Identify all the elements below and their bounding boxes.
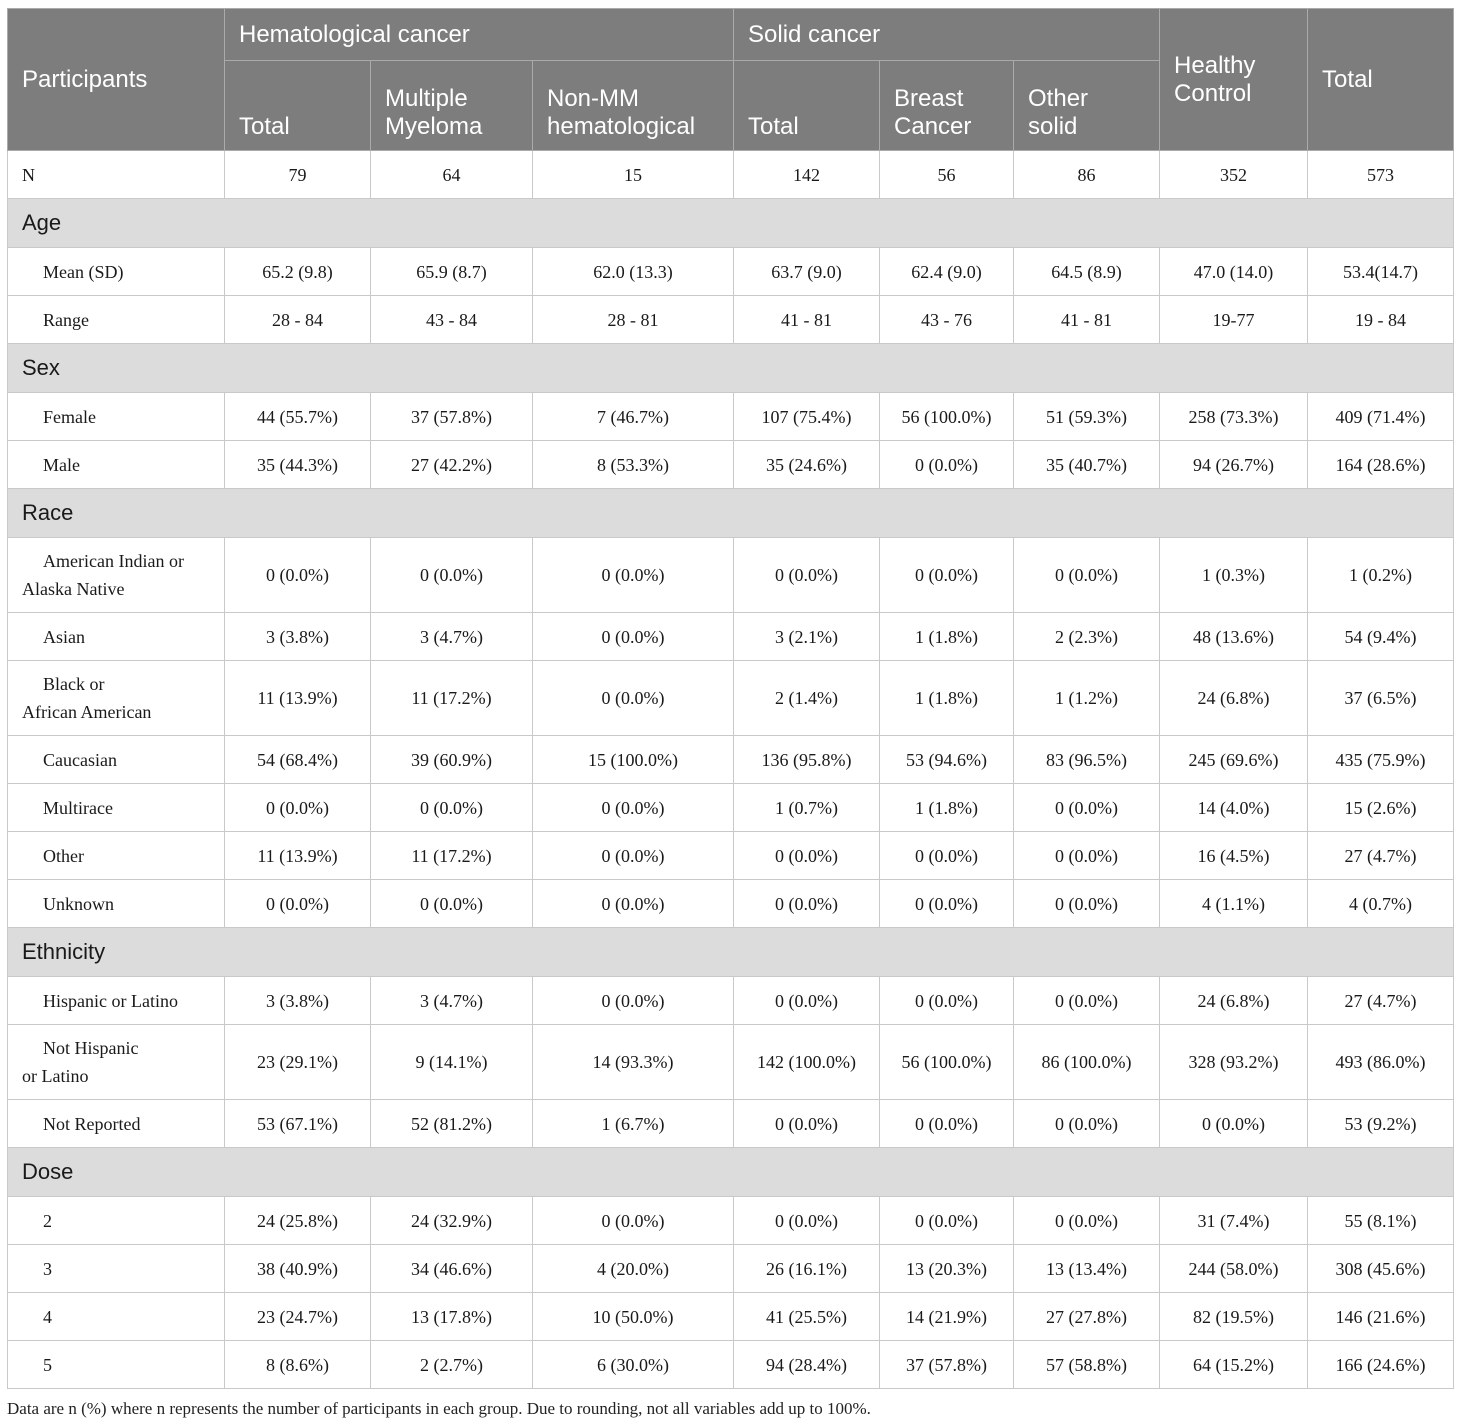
cell: 34 (46.6%) (371, 1245, 533, 1293)
cell: 37 (6.5%) (1308, 661, 1454, 736)
section-header-row (8, 928, 1454, 977)
cell: 4 (20.0%) (533, 1245, 734, 1293)
table-row (8, 1341, 1454, 1389)
participants-table-wrapper (7, 8, 1453, 1389)
row-label: Not Reported (8, 1100, 225, 1148)
cell: 56 (100.0%) (880, 393, 1014, 441)
row-label (8, 538, 225, 613)
cell: 1 (1.2%) (1014, 661, 1160, 736)
header-healthy-control-text: Healthy Control (1174, 51, 1256, 107)
section-header-row (8, 489, 1454, 538)
row-label (8, 1025, 225, 1100)
cell: 41 - 81 (1014, 296, 1160, 344)
header-breast-cancer (880, 61, 1014, 151)
cell: 52 (81.2%) (371, 1100, 533, 1148)
cell: 0 (0.0%) (1014, 1197, 1160, 1245)
cell: 0 (0.0%) (533, 832, 734, 880)
cell: 0 (0.0%) (734, 832, 880, 880)
cell: 94 (26.7%) (1160, 441, 1308, 489)
cell: 54 (68.4%) (225, 736, 371, 784)
cell: 27 (4.7%) (1308, 832, 1454, 880)
cell: 0 (0.0%) (734, 977, 880, 1025)
cell: 0 (0.0%) (225, 538, 371, 613)
row-label (8, 661, 225, 736)
header-healthy-control (1160, 9, 1308, 151)
cell: 53 (9.2%) (1308, 1100, 1454, 1148)
cell: 37 (57.8%) (371, 393, 533, 441)
row-label: Asian (8, 613, 225, 661)
cell: 142 (734, 151, 880, 199)
cell: 53 (94.6%) (880, 736, 1014, 784)
table-row (8, 393, 1454, 441)
table-row (8, 736, 1454, 784)
row-label-line2: or Latino (22, 1066, 89, 1086)
row-label-line2: African American (22, 702, 152, 722)
cell: 83 (96.5%) (1014, 736, 1160, 784)
section-header-row (8, 344, 1454, 393)
cell: 0 (0.0%) (734, 1100, 880, 1148)
table-row (8, 977, 1454, 1025)
cell: 19 - 84 (1308, 296, 1454, 344)
cell: 1 (0.3%) (1160, 538, 1308, 613)
cell: 1 (1.8%) (880, 661, 1014, 736)
cell: 8 (8.6%) (225, 1341, 371, 1389)
table-row (8, 441, 1454, 489)
row-label-line1: Not Hispanic (43, 1038, 139, 1058)
table-row (8, 1245, 1454, 1293)
cell: 4 (0.7%) (1308, 880, 1454, 928)
table-row (8, 1293, 1454, 1341)
cell: 27 (42.2%) (371, 441, 533, 489)
cell: 15 (533, 151, 734, 199)
cell: 38 (40.9%) (225, 1245, 371, 1293)
cell: 0 (0.0%) (880, 832, 1014, 880)
header-solid-total: Total (734, 61, 880, 151)
cell: 57 (58.8%) (1014, 1341, 1160, 1389)
header-total: Total (1308, 9, 1454, 151)
cell: 0 (0.0%) (1014, 880, 1160, 928)
cell: 63.7 (9.0) (734, 248, 880, 296)
table-row (8, 1100, 1454, 1148)
cell: 3 (3.8%) (225, 613, 371, 661)
row-label: Unknown (8, 880, 225, 928)
cell: 2 (2.3%) (1014, 613, 1160, 661)
cell: 43 - 76 (880, 296, 1014, 344)
row-label-line1: American Indian or (43, 551, 184, 571)
section-title: Age (8, 199, 1454, 248)
row-label: 2 (8, 1197, 225, 1245)
cell: 15 (100.0%) (533, 736, 734, 784)
cell: 0 (0.0%) (371, 784, 533, 832)
table-row (8, 661, 1454, 736)
cell: 166 (24.6%) (1308, 1341, 1454, 1389)
cell: 0 (0.0%) (880, 1197, 1014, 1245)
cell: 37 (57.8%) (880, 1341, 1014, 1389)
cell: 28 - 81 (533, 296, 734, 344)
header-non-mm-text: Non-MM hematological (547, 85, 696, 140)
cell: 28 - 84 (225, 296, 371, 344)
cell: 64.5 (8.9) (1014, 248, 1160, 296)
cell: 15 (2.6%) (1308, 784, 1454, 832)
cell: 107 (75.4%) (734, 393, 880, 441)
cell: 0 (0.0%) (1014, 784, 1160, 832)
cell: 55 (8.1%) (1308, 1197, 1454, 1245)
cell: 8 (53.3%) (533, 441, 734, 489)
cell: 65.9 (8.7) (371, 248, 533, 296)
cell: 6 (30.0%) (533, 1341, 734, 1389)
header-other-solid (1014, 61, 1160, 151)
cell: 31 (7.4%) (1160, 1197, 1308, 1245)
cell: 164 (28.6%) (1308, 441, 1454, 489)
cell: 0 (0.0%) (1014, 832, 1160, 880)
cell: 27 (27.8%) (1014, 1293, 1160, 1341)
cell: 0 (0.0%) (1014, 538, 1160, 613)
cell: 24 (6.8%) (1160, 977, 1308, 1025)
cell: 1 (0.7%) (734, 784, 880, 832)
cell: 1 (1.8%) (880, 784, 1014, 832)
cell: 11 (13.9%) (225, 832, 371, 880)
cell: 0 (0.0%) (371, 880, 533, 928)
cell: 352 (1160, 151, 1308, 199)
cell: 41 - 81 (734, 296, 880, 344)
cell: 35 (44.3%) (225, 441, 371, 489)
row-label: 3 (8, 1245, 225, 1293)
table-row (8, 784, 1454, 832)
table-row (8, 832, 1454, 880)
cell: 0 (0.0%) (533, 1197, 734, 1245)
cell: 0 (0.0%) (533, 784, 734, 832)
cell: 3 (2.1%) (734, 613, 880, 661)
cell: 3 (4.7%) (371, 613, 533, 661)
table-row (8, 1197, 1454, 1245)
cell: 0 (0.0%) (1160, 1100, 1308, 1148)
cell: 0 (0.0%) (225, 784, 371, 832)
cell: 94 (28.4%) (734, 1341, 880, 1389)
cell: 86 (1014, 151, 1160, 199)
cell: 39 (60.9%) (371, 736, 533, 784)
cell: 7 (46.7%) (533, 393, 734, 441)
cell: 13 (13.4%) (1014, 1245, 1160, 1293)
row-label: Male (8, 441, 225, 489)
row-label: Female (8, 393, 225, 441)
header-non-mm (533, 61, 734, 151)
cell: 54 (9.4%) (1308, 613, 1454, 661)
cell: 0 (0.0%) (225, 880, 371, 928)
cell: 0 (0.0%) (880, 441, 1014, 489)
cell: 51 (59.3%) (1014, 393, 1160, 441)
cell: 0 (0.0%) (880, 1100, 1014, 1148)
section-header-row (8, 1148, 1454, 1197)
cell: 2 (2.7%) (371, 1341, 533, 1389)
cell: 26 (16.1%) (734, 1245, 880, 1293)
cell: 0 (0.0%) (533, 977, 734, 1025)
cell: 65.2 (9.8) (225, 248, 371, 296)
table-row (8, 538, 1454, 613)
cell: 79 (225, 151, 371, 199)
cell: 1 (0.2%) (1308, 538, 1454, 613)
cell: 9 (14.1%) (371, 1025, 533, 1100)
cell: 14 (93.3%) (533, 1025, 734, 1100)
cell: 1 (1.8%) (880, 613, 1014, 661)
header-other-solid-text: Other solid (1028, 85, 1089, 140)
cell: 23 (24.7%) (225, 1293, 371, 1341)
cell: 146 (21.6%) (1308, 1293, 1454, 1341)
row-label: Range (8, 296, 225, 344)
section-header-row (8, 199, 1454, 248)
cell: 56 (880, 151, 1014, 199)
cell: 11 (13.9%) (225, 661, 371, 736)
header-solid-cancer: Solid cancer (734, 9, 1160, 61)
cell: 136 (95.8%) (734, 736, 880, 784)
table-header (8, 9, 1454, 151)
cell: 328 (93.2%) (1160, 1025, 1308, 1100)
header-multiple-myeloma (371, 61, 533, 151)
cell: 16 (4.5%) (1160, 832, 1308, 880)
section-title: Race (8, 489, 1454, 538)
cell: 308 (45.6%) (1308, 1245, 1454, 1293)
row-label: N (8, 151, 225, 199)
cell: 35 (40.7%) (1014, 441, 1160, 489)
cell: 0 (0.0%) (533, 661, 734, 736)
cell: 35 (24.6%) (734, 441, 880, 489)
cell: 11 (17.2%) (371, 832, 533, 880)
header-heme-total: Total (225, 61, 371, 151)
cell: 24 (25.8%) (225, 1197, 371, 1245)
row-label: Multirace (8, 784, 225, 832)
header-participants: Participants (8, 9, 225, 151)
row-label: Other (8, 832, 225, 880)
cell: 573 (1308, 151, 1454, 199)
cell: 2 (1.4%) (734, 661, 880, 736)
cell: 0 (0.0%) (734, 538, 880, 613)
cell: 27 (4.7%) (1308, 977, 1454, 1025)
table-body (8, 151, 1454, 1389)
cell: 0 (0.0%) (371, 538, 533, 613)
cell: 493 (86.0%) (1308, 1025, 1454, 1100)
cell: 14 (21.9%) (880, 1293, 1014, 1341)
section-title: Sex (8, 344, 1454, 393)
cell: 56 (100.0%) (880, 1025, 1014, 1100)
cell: 1 (6.7%) (533, 1100, 734, 1148)
cell: 14 (4.0%) (1160, 784, 1308, 832)
cell: 0 (0.0%) (1014, 1100, 1160, 1148)
cell: 0 (0.0%) (533, 880, 734, 928)
cell: 0 (0.0%) (533, 538, 734, 613)
row-label: Caucasian (8, 736, 225, 784)
header-hematological-cancer: Hematological cancer (225, 9, 734, 61)
row-label: Mean (SD) (8, 248, 225, 296)
cell: 41 (25.5%) (734, 1293, 880, 1341)
cell: 24 (6.8%) (1160, 661, 1308, 736)
table-row (8, 296, 1454, 344)
cell: 0 (0.0%) (533, 613, 734, 661)
header-multiple-myeloma-text: Multiple Myeloma (385, 85, 483, 140)
cell: 0 (0.0%) (1014, 977, 1160, 1025)
table-row-n (8, 151, 1454, 199)
cell: 0 (0.0%) (734, 1197, 880, 1245)
row-label: 4 (8, 1293, 225, 1341)
cell: 47.0 (14.0) (1160, 248, 1308, 296)
cell: 409 (71.4%) (1308, 393, 1454, 441)
cell: 142 (100.0%) (734, 1025, 880, 1100)
cell: 48 (13.6%) (1160, 613, 1308, 661)
participants-table (7, 8, 1454, 1389)
cell: 258 (73.3%) (1160, 393, 1308, 441)
header-breast-cancer-text: Breast Cancer (894, 85, 972, 140)
cell: 13 (17.8%) (371, 1293, 533, 1341)
cell: 0 (0.0%) (880, 538, 1014, 613)
cell: 82 (19.5%) (1160, 1293, 1308, 1341)
cell: 13 (20.3%) (880, 1245, 1014, 1293)
table-row (8, 1025, 1454, 1100)
cell: 435 (75.9%) (1308, 736, 1454, 784)
cell: 245 (69.6%) (1160, 736, 1308, 784)
cell: 64 (15.2%) (1160, 1341, 1308, 1389)
cell: 23 (29.1%) (225, 1025, 371, 1100)
section-title: Dose (8, 1148, 1454, 1197)
cell: 86 (100.0%) (1014, 1025, 1160, 1100)
cell: 3 (3.8%) (225, 977, 371, 1025)
cell: 11 (17.2%) (371, 661, 533, 736)
cell: 62.4 (9.0) (880, 248, 1014, 296)
section-title: Ethnicity (8, 928, 1454, 977)
cell: 53 (67.1%) (225, 1100, 371, 1148)
cell: 62.0 (13.3) (533, 248, 734, 296)
cell: 4 (1.1%) (1160, 880, 1308, 928)
row-label-line2: Alaska Native (22, 579, 125, 599)
cell: 19-77 (1160, 296, 1308, 344)
cell: 24 (32.9%) (371, 1197, 533, 1245)
cell: 44 (55.7%) (225, 393, 371, 441)
cell: 3 (4.7%) (371, 977, 533, 1025)
table-row (8, 248, 1454, 296)
row-label: 5 (8, 1341, 225, 1389)
cell: 43 - 84 (371, 296, 533, 344)
cell: 244 (58.0%) (1160, 1245, 1308, 1293)
cell: 0 (0.0%) (734, 880, 880, 928)
cell: 0 (0.0%) (880, 880, 1014, 928)
cell: 53.4(14.7) (1308, 248, 1454, 296)
table-row (8, 880, 1454, 928)
table-footnote: Data are n (%) where n represents the number of participants in each group. Due to rounding, not all variables add up to 100%. (7, 1399, 871, 1418)
row-label: Hispanic or Latino (8, 977, 225, 1025)
row-label-line1: Black or (43, 674, 105, 694)
table-row (8, 613, 1454, 661)
cell: 64 (371, 151, 533, 199)
cell: 10 (50.0%) (533, 1293, 734, 1341)
cell: 0 (0.0%) (880, 977, 1014, 1025)
